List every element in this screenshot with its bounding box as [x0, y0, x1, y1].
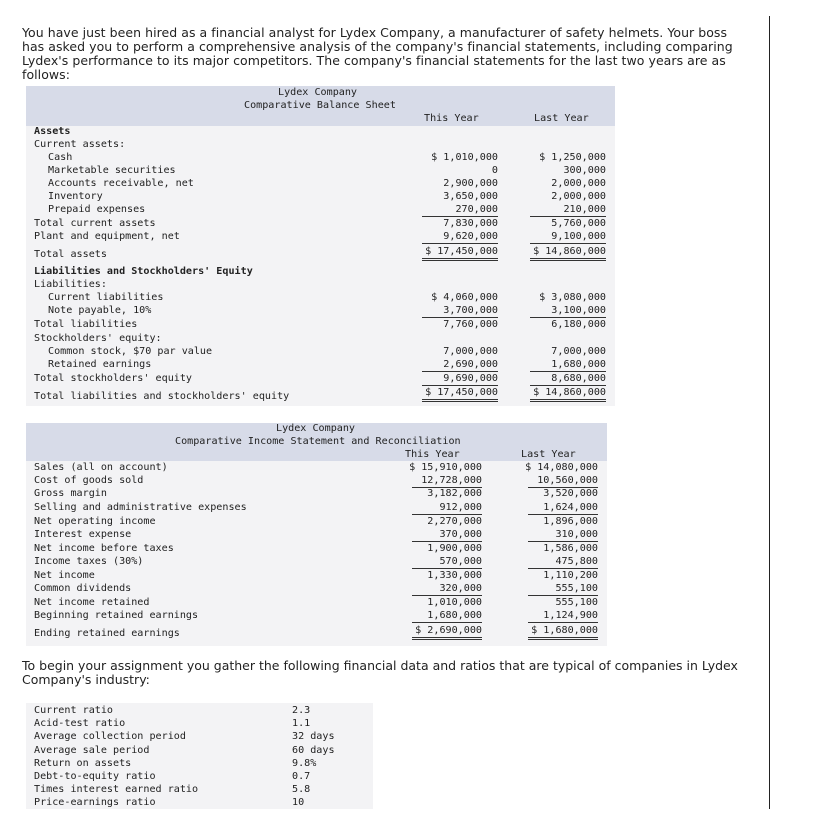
is-row-label: Net income — [34, 570, 95, 581]
bs-np-last: 3,100,000 — [530, 305, 606, 318]
bs-cl-last: $ 3,080,000 — [539, 292, 606, 303]
intro-paragraph: You have just been hired as a financial analyst for Lydex Company, a manufacturer of safety helmets. Your boss has asked you to perform a comprehensive analysis of the company's financial statements, including comparing Lydex's performance to its major competitors. The company's financial statements for the last two years are as follows: — [22, 25, 733, 82]
bs-le-heading: Liabilities and Stockholders' Equity — [34, 266, 253, 277]
bs-col-this: This Year — [424, 113, 479, 124]
bs-tse-this: 9,690,000 — [422, 373, 498, 386]
is-row-this: 2,270,000 — [427, 516, 482, 527]
is-row-this: $ 2,690,000 — [412, 625, 482, 640]
bs-pp-label: Prepaid expenses — [48, 204, 146, 215]
is-row-this: 1,010,000 — [427, 597, 482, 608]
balance-sheet-panel — [26, 86, 615, 406]
ratio-label: Average collection period — [34, 731, 186, 743]
bs-tse-last: 8,680,000 — [530, 373, 606, 386]
bs-ms-this: 0 — [491, 165, 498, 176]
bs-tl-label: Total liabilities — [34, 319, 138, 330]
bs-company: Lydex Company — [278, 87, 358, 98]
bs-inv-last: 2,000,000 — [551, 191, 606, 202]
is-row-this: $ 15,910,000 — [409, 462, 482, 473]
bs-tse-label: Total stockholders' equity — [34, 373, 193, 384]
mid-paragraph: To begin your assignment you gather the following financial data and ratios that are typical of companies in Lydex Company's industry: — [22, 658, 738, 687]
bs-ms-label: Marketable securities — [48, 165, 176, 176]
is-col-this: This Year — [405, 449, 460, 460]
ratio-value: 2.3 — [292, 705, 311, 716]
is-row-last: 1,110,200 — [543, 570, 598, 581]
is-row-label: Ending retained earnings — [34, 628, 180, 639]
is-row-this: 1,900,000 — [427, 543, 482, 554]
is-row-last: 475,800 — [528, 556, 598, 569]
is-row-label: Net income retained — [34, 597, 150, 608]
is-row-last: 1,586,000 — [543, 543, 598, 554]
is-row-last: 10,560,000 — [528, 475, 598, 488]
bs-pp-last: 210,000 — [530, 204, 606, 217]
ratio-value: 0.7 — [292, 771, 311, 782]
is-row-this: 912,000 — [412, 502, 482, 515]
ratio-value: 9.8% — [292, 757, 317, 769]
is-row-label: Net income before taxes — [34, 543, 174, 554]
is-row-last: 555,100 — [555, 597, 598, 608]
bs-cash-label: Cash — [48, 152, 73, 163]
bs-inv-label: Inventory — [48, 191, 103, 202]
bs-liab-heading: Liabilities: — [34, 279, 107, 290]
is-row-last: 3,520,000 — [543, 488, 598, 499]
bs-tlse-label: Total liabilities and stockholders' equity — [34, 391, 290, 402]
is-row-this: 1,680,000 — [412, 610, 482, 623]
bs-pp-this: 270,000 — [422, 204, 498, 217]
ratio-value: 1.1 — [292, 718, 311, 730]
bs-col-last: Last Year — [534, 113, 589, 124]
ratio-label: Acid-test ratio — [34, 718, 126, 730]
bs-pe-last: 9,100,000 — [530, 231, 606, 244]
ratio-label: Price-earnings ratio — [34, 797, 156, 809]
is-row-this: 12,728,000 — [412, 475, 482, 488]
is-title: Comparative Income Statement and Reconciliation — [175, 436, 461, 447]
ratio-label: Current ratio — [34, 705, 114, 716]
bs-ar-this: 2,900,000 — [443, 178, 498, 189]
is-row-last: $ 1,680,000 — [528, 625, 598, 640]
bs-cl-label: Current liabilities — [48, 292, 164, 303]
bs-re-last: 1,680,000 — [530, 359, 606, 372]
is-company: Lydex Company — [276, 423, 356, 434]
is-row-last: 555,100 — [528, 583, 598, 596]
bs-inv-this: 3,650,000 — [443, 191, 498, 202]
bs-re-this: 2,690,000 — [422, 359, 498, 372]
is-row-label: Common dividends — [34, 583, 132, 594]
is-row-last: $ 14,080,000 — [525, 462, 598, 473]
bs-assets-heading: Assets — [34, 126, 71, 137]
ratio-value: 32 days — [292, 731, 335, 743]
is-row-label: Beginning retained earnings — [34, 610, 199, 621]
bs-tca-label: Total current assets — [34, 218, 156, 229]
bs-np-label: Note payable, 10% — [48, 305, 152, 316]
bs-cs-last: 7,000,000 — [551, 346, 606, 357]
bs-tca-last: 5,760,000 — [551, 218, 606, 229]
ratio-label: Times interest earned ratio — [34, 784, 199, 796]
is-row-last: 310,000 — [528, 529, 598, 542]
bs-se-heading: Stockholders' equity: — [34, 333, 162, 344]
is-row-this: 3,182,000 — [427, 488, 482, 499]
is-row-label: Interest expense — [34, 529, 132, 540]
bs-ta-label: Total assets — [34, 249, 107, 260]
is-row-label: Gross margin — [34, 488, 107, 499]
is-row-label: Income taxes (30%) — [34, 556, 144, 567]
bs-pe-this: 9,620,000 — [422, 231, 498, 244]
bs-tlse-last: $ 14,860,000 — [530, 387, 606, 402]
bs-ta-last: $ 14,860,000 — [530, 246, 606, 261]
bs-current-assets-heading: Current assets: — [34, 139, 126, 150]
bs-ta-this: $ 17,450,000 — [422, 246, 498, 261]
bs-cs-this: 7,000,000 — [443, 346, 498, 357]
is-row-label: Net operating income — [34, 516, 156, 527]
is-row-label: Selling and administrative expenses — [34, 502, 247, 513]
is-row-this: 320,000 — [412, 583, 482, 596]
bs-np-this: 3,700,000 — [422, 305, 498, 318]
is-row-last: 1,624,000 — [528, 502, 598, 515]
bs-tl-last: 6,180,000 — [551, 319, 606, 330]
bs-re-label: Retained earnings — [48, 359, 152, 370]
bs-cs-label: Common stock, $70 par value — [48, 346, 213, 357]
ratio-label: Debt-to-equity ratio — [34, 771, 156, 782]
bs-pe-label: Plant and equipment, net — [34, 231, 180, 242]
ratio-label: Average sale period — [34, 744, 150, 756]
bs-ar-label: Accounts receivable, net — [48, 178, 194, 189]
bs-cash-last: $ 1,250,000 — [539, 152, 606, 163]
ratio-value: 10 — [292, 797, 305, 809]
is-row-this: 370,000 — [412, 529, 482, 542]
bs-ar-last: 2,000,000 — [551, 178, 606, 189]
is-row-this: 1,330,000 — [427, 570, 482, 581]
is-row-this: 570,000 — [412, 556, 482, 569]
bs-cash-this: $ 1,010,000 — [431, 152, 498, 163]
bs-title: Comparative Balance Sheet — [244, 100, 396, 111]
ratio-value: 60 days — [292, 744, 335, 756]
bs-ms-last: 300,000 — [563, 165, 606, 176]
right-border-line — [769, 16, 770, 809]
ratio-value: 5.8 — [292, 784, 311, 796]
is-row-last: 1,124,900 — [528, 610, 598, 623]
is-row-label: Sales (all on account) — [34, 462, 168, 473]
ratio-label: Return on assets — [34, 757, 132, 769]
bs-tlse-this: $ 17,450,000 — [422, 387, 498, 402]
bs-tca-this: 7,830,000 — [443, 218, 498, 229]
is-row-last: 1,896,000 — [543, 516, 598, 527]
bs-tl-this: 7,760,000 — [443, 319, 498, 330]
bs-cl-this: $ 4,060,000 — [431, 292, 498, 303]
is-row-label: Cost of goods sold — [34, 475, 144, 486]
is-col-last: Last Year — [521, 449, 576, 460]
